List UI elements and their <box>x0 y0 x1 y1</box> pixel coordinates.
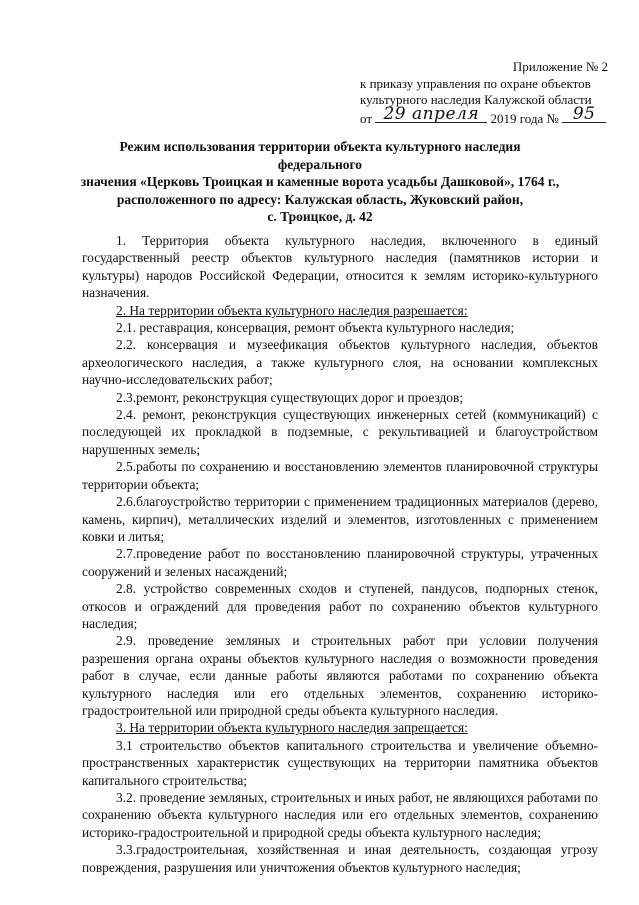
document-body <box>82 232 598 876</box>
list-item-2-8: 2.8. устройство современных сходов и ступеней, пандусов, подпорных стенок, откосов и ограждений для проведения работ по сохранению объектов культурного наследия; <box>82 581 598 631</box>
list-item-2-5: 2.5.работы по сохранению и восстановлению элементов планировочной структуры территории объекта; <box>82 459 598 492</box>
list-item-2-1: 2.1. реставрация, консервация, ремонт объекта культурного наследия; <box>116 320 515 336</box>
authority-name: культурного наследия Калужской области <box>360 92 592 107</box>
title-line: Режим использования территории объекта культурного наследия федерального <box>119 139 521 172</box>
list-item-3-3: 3.3.градостроительная, хозяйственная и иная деятельность, создающая угрозу повреждения, разрушения или уничтожения объектов культурного наследия; <box>82 842 598 875</box>
order-reference: к приказу управления по охране объектов <box>360 75 591 91</box>
date-prefix: от <box>360 110 373 126</box>
title-line: расположенного по адресу: Калужская область, Жуковский район, <box>116 191 524 207</box>
list-item-3-2: 3.2. проведение земляных, строительных и иных работ, не являющихся работами по сохранению объекта культурного наследия или его отдельных элементов, сохранению историко-градостроительной и природной среды объекта культурного наследия; <box>82 790 598 840</box>
paragraph-1: 1. Территория объекта культурного наследия, включенного в единый государственный реестр объектов культурного наследия (памятников истории и культуры) народов Российской Федерации, относится к землям историко-культурного назначения. <box>82 233 598 301</box>
list-item-3-1: 3.1 строительство объектов капитального строительства и увеличение объемно-пространственных характеристик существующих на территории памятника объектов капитального строительства; <box>82 737 598 788</box>
order-date-line <box>360 103 608 128</box>
list-item-2-7: 2.7.проведение работ по восстановлению планировочной структуры, утраченных сооружений и зеленых насаждений; <box>82 546 598 579</box>
section-3-heading: 3. На территории объекта культурного наследия запрещается: <box>116 720 468 736</box>
title-line: с. Троицкое, д. 42 <box>267 209 373 224</box>
handwritten-order-number: 95 <box>562 106 606 124</box>
handwritten-date: 29 апреля <box>375 106 487 124</box>
list-item-2-2: 2.2. консервация и музеефикация объектов культурного наследия, объектов археологического наследия, а также культурного слоя, на основании комплексных научно-исследовательских работ; <box>82 337 598 388</box>
list-item-2-3: 2.3.ремонт, реконструкция существующих дорог и проездов; <box>116 389 464 405</box>
list-item-2-4: 2.4. ремонт, реконструкция существующих инженерных сетей (коммуникаций) с последующей их прокладкой в подземные, с рекультивацией и благоустройством нарушенных земель; <box>82 407 598 457</box>
document-title <box>78 138 562 226</box>
year-text: 2019 года № <box>490 110 559 126</box>
appendix-header <box>360 59 608 127</box>
section-2-heading: 2. На территории объекта культурного наследия разрешается: <box>116 302 468 318</box>
title-line: значения «Церковь Троицкая и каменные ворота усадьбы Дашковой», 1764 г., <box>80 174 560 189</box>
appendix-number: Приложение № 2 <box>512 59 608 74</box>
list-item-2-9: 2.9. проведение земляных и строительных работ при условии получения разрешения органа охраны объектов культурного наследия о возможности проведения работ в случае, если данные работы являются работами по сохранению объекта культурного наследия или его отдельных элементов, сохранению историко-градостроительной или природной среды объекта культурного наследия. <box>82 633 598 718</box>
list-item-2-6: 2.6.благоустройство территории с применением традиционных материалов (дерево, камень, кирпич), металлических изделий и элементов, изготовленных с применением ковки и литья; <box>82 494 598 544</box>
